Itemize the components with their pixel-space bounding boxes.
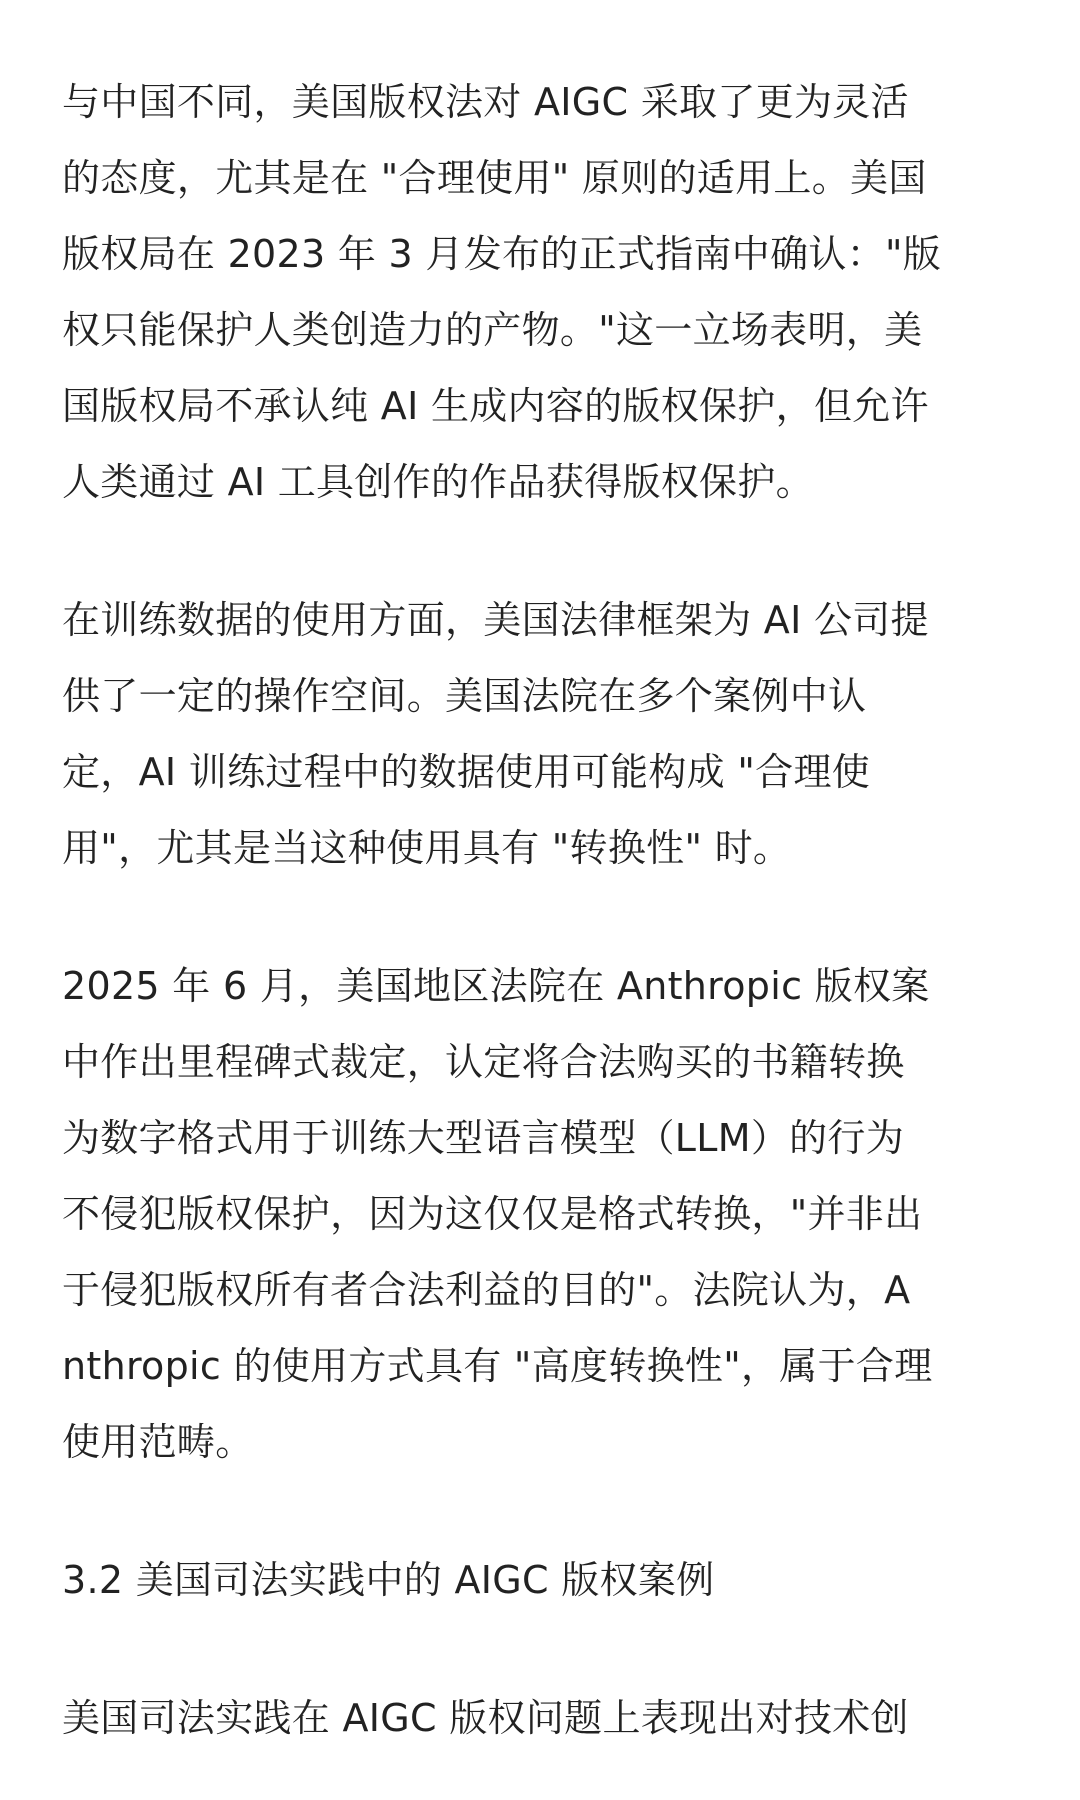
paragraph-1-line-1: 与中国不同，美国版权法对 AIGC 采取了更为灵活 — [62, 80, 909, 124]
paragraph-3-line-1: 2025 年 6 月，美国地区法院在 Anthropic 版权案 — [62, 964, 930, 1008]
paragraph-3-line-3: 为数字格式用于训练大型语言模型（LLM）的行为 — [62, 1116, 905, 1160]
paragraph-3-line-2: 中作出里程碑式裁定，认定将合法购买的书籍转换 — [62, 1040, 905, 1084]
paragraph-4-line-1: 美国司法实践在 AIGC 版权问题上表现出对技术创 — [62, 1696, 909, 1740]
paragraph-1-line-6: 人类通过 AI 工具创作的作品获得版权保护。 — [62, 460, 814, 504]
paragraph-2-line-2: 供了一定的操作空间。美国法院在多个案例中认 — [62, 674, 867, 718]
paragraph-3-line-7: 使用范畴。 — [62, 1420, 254, 1464]
paragraph-2-line-3: 定，AI 训练过程中的数据使用可能构成 "合理使 — [62, 750, 871, 794]
paragraph-2-line-1: 在训练数据的使用方面，美国法律框架为 AI 公司提 — [62, 598, 929, 642]
paragraph-2-line-4: 用"，尤其是当这种使用具有 "转换性" 时。 — [62, 826, 792, 870]
paragraph-3-line-6: nthropic 的使用方式具有 "高度转换性"，属于合理 — [62, 1344, 933, 1388]
paragraph-1-line-5: 国版权局不承认纯 AI 生成内容的版权保护，但允许 — [62, 384, 929, 428]
paragraph-1-line-2: 的态度，尤其是在 "合理使用" 原则的适用上。美国 — [62, 156, 927, 200]
section-heading: 3.2 美国司法实践中的 AIGC 版权案例 — [62, 1558, 715, 1602]
paragraph-1-line-4: 权只能保护人类创造力的产物。"这一立场表明，美 — [62, 308, 923, 352]
paragraph-3-line-4: 不侵犯版权保护，因为这仅仅是格式转换，"并非出 — [62, 1192, 923, 1236]
paragraph-1-line-3: 版权局在 2023 年 3 月发布的正式指南中确认："版 — [62, 232, 942, 276]
paragraph-3-line-5: 于侵犯版权所有者合法利益的目的"。法院认为，A — [62, 1268, 911, 1312]
